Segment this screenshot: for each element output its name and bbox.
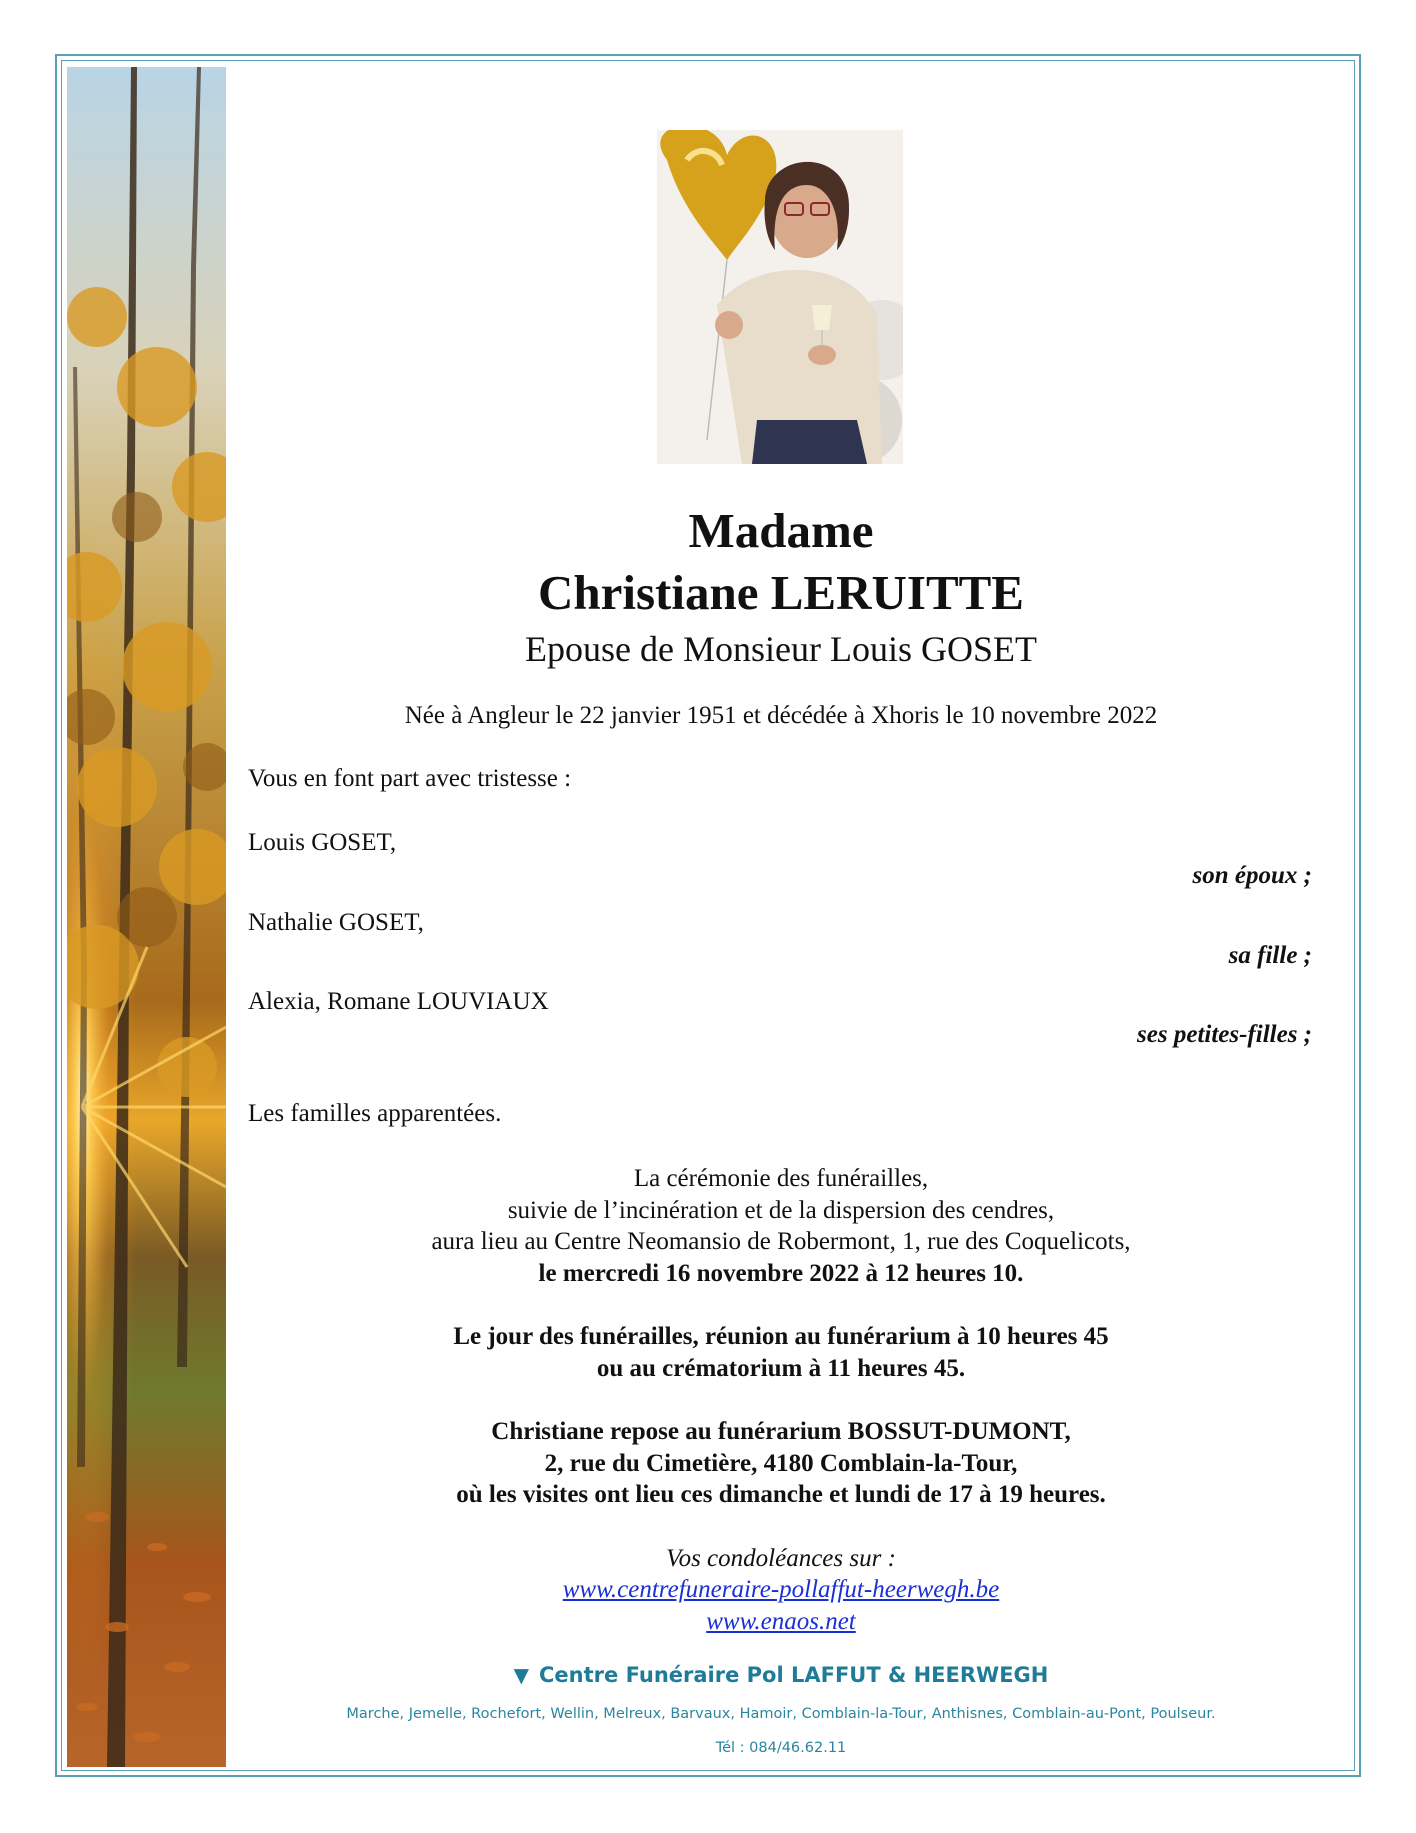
rest-line: où les visites ont lieu ces dimanche et lundi de 17 à 19 heures.: [456, 1481, 1106, 1508]
spouse-line: Epouse de Monsieur Louis GOSET: [525, 629, 1037, 669]
family-member-relation: son époux ;: [1192, 862, 1312, 889]
condolences-label: Vos condoléances sur :: [666, 1544, 896, 1572]
birth-death-dates: Née à Angleur le 22 janvier 1951 et décédée à Xhoris le 10 novembre 2022: [404, 702, 1158, 729]
announcement-text: Vous en font part avec tristesse :: [248, 765, 572, 792]
condolences-link[interactable]: www.centrefuneraire-pollaffut-heerwegh.be: [562, 1576, 1000, 1603]
meeting-line: ou au crématorium à 11 heures 45.: [596, 1354, 966, 1382]
rest-line: 2, rue du Cimetière, 4180 Comblain-la-Tour,: [544, 1449, 1018, 1477]
funeral-home-name: [226, 1663, 1336, 1687]
title-civility: Madame: [688, 503, 874, 558]
ceremony-line: aura lieu au Centre Neomansio de Robermont, 1, rue des Coquelicots,: [431, 1228, 1131, 1255]
ceremony-datetime: le mercredi 16 novembre 2022 à 12 heures 10.: [538, 1259, 1024, 1287]
funeral-home-phone: Tél : 084/46.62.11: [715, 1740, 847, 1756]
family-member-name: Nathalie GOSET,: [248, 909, 424, 936]
family-member-name: Alexia, Romane LOUVIAUX: [248, 988, 549, 1015]
deceased-name: Christiane LERUITTE: [537, 565, 1024, 620]
portrait-photo: [657, 130, 903, 464]
ceremony-block: [226, 1163, 1336, 1637]
family-member-relation: sa fille ;: [1228, 942, 1312, 969]
relatives-text: Les familles apparentées.: [248, 1100, 502, 1127]
ceremony-line: suivie de l’incinération et de la dispersion des cendres,: [507, 1196, 1055, 1224]
autumn-forest-image: [67, 67, 226, 1767]
condolences-link[interactable]: www.enaos.net: [706, 1607, 856, 1635]
funeral-home-label: Centre Funéraire Pol LAFFUT & HEERWEGH: [539, 1663, 1049, 1687]
meeting-line: Le jour des funérailles, réunion au funérarium à 10 heures 45: [453, 1323, 1109, 1350]
family-member-name: Louis GOSET,: [248, 829, 397, 856]
rest-line: Christiane repose au funérarium BOSSUT-DUMONT,: [491, 1418, 1071, 1445]
triangle-down-icon: ▼: [513, 1663, 530, 1687]
ceremony-line: La cérémonie des funérailles,: [633, 1165, 929, 1192]
family-member-relation: ses petites-filles ;: [1137, 1021, 1312, 1048]
funeral-home-towns: Marche, Jemelle, Rochefort, Wellin, Melreux, Barvaux, Hamoir, Comblain-la-Tour, Anthisnes, Comblain-au-Pont, Poulseur.: [346, 1706, 1216, 1722]
